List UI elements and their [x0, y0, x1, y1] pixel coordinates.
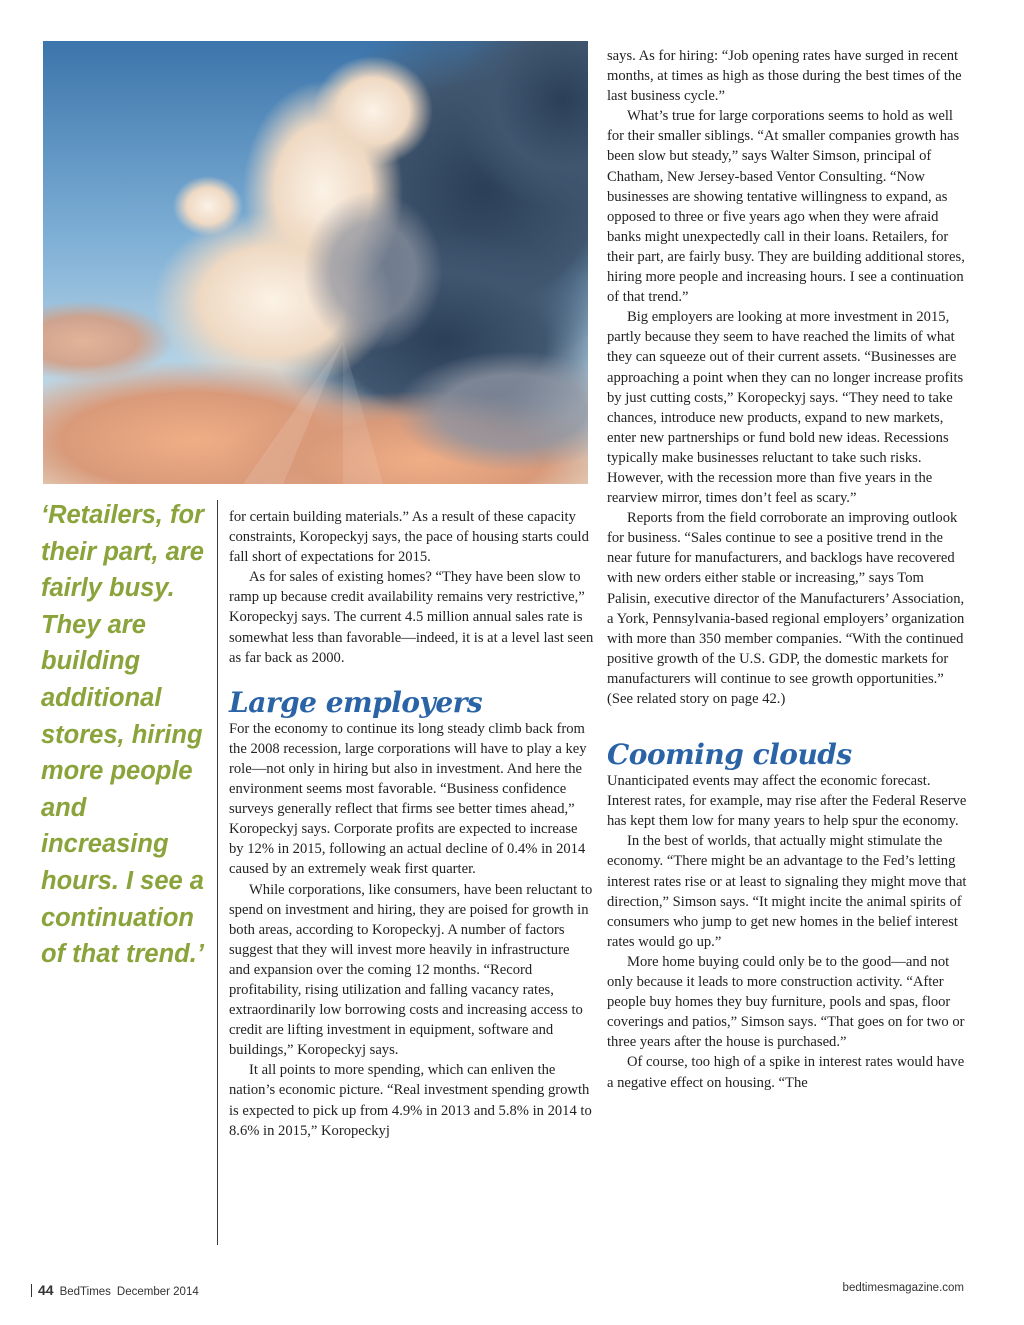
- paragraph: It all points to more spending, which can enliven the nation’s economic picture. “Real investment spending growth is expected to pick up from 4.9% in 2013 and 5.8% in 2014 to 8.6% in 2015,” Koropeckyj: [229, 1062, 592, 1139]
- folio-bar: [31, 1284, 32, 1297]
- paragraph: In the best of worlds, that actually might stimulate the economy. “There might be an advantage to the Fed’s letting interest rates rise or at least to signaling they might move that direction,” Simson says. “It might incite the animal spirits of consumers who jump to get new homes in the belief interest rates would go up.”: [607, 833, 967, 950]
- column-divider: [217, 500, 218, 1245]
- paragraph: As for sales of existing homes? “They have been slow to ramp up because credit availability remains very restrictive,” Koropeckyj says. The current 4.5 million annual sales rate is somewhat less than favorable—indeed, it is at a level last seen as far back as 2000.: [229, 569, 594, 666]
- publication-name: BedTimes: [59, 1286, 111, 1298]
- section-heading-looming-clouds: Cooming clouds: [607, 738, 852, 772]
- website-url[interactable]: bedtimesmagazine.com: [842, 1282, 964, 1294]
- pull-quote: ‘Retailers, for their part, are fairly busy. They are building additional stores, hiring more people and increasing hours. I see a continuation of that trend.’: [41, 501, 204, 969]
- paragraph: More home buying could only be to the good—and not only because it leads to more construction activity. “After people buy homes they buy furniture, pools and spas, floor coverings and patios,” Simson says. “That goes on for two or three years after the house is purchased.”: [607, 953, 965, 1051]
- section-heading-large-employers: Large employers: [229, 685, 483, 719]
- paragraph: Unanticipated events may affect the economic forecast. Interest rates, for example, may rise after the Federal Reserve has kept them low for many years to help spur the economy.: [607, 773, 967, 830]
- page-number: 44: [38, 1282, 54, 1298]
- issue-date: December 2014: [116, 1286, 199, 1298]
- footer-folio: [31, 1282, 199, 1298]
- paragraph: for certain building materials.” As a result of these capacity constraints, Koropeckyj says, the pace of housing starts could fall short of expectations for 2015.: [229, 509, 589, 566]
- paragraph: For the economy to continue its long steady climb back from the 2008 recession, large corporations will have to play a key role—not only in hiring but also in investment. And here the environment seems most favorable. “Business confidence surveys generally reflect that firms see better times ahead,” Koropeckyj says. Corporate profits are expected to increase by 12% in 2015, following an actual decline of 0.4% in 2014 caused by an extremely weak first quarter.: [229, 720, 587, 878]
- paragraph: Big employers are looking at more investment in 2015, partly because they seem to have reached the limits of what they can squeeze out of their current assets. “Businesses are approaching a point when they can no longer increase profits by just cutting costs,” Koropeckyj says. “They need to take chances, introduce new products, expand to new markets, enter new partnerships or fund bold new ideas. Recessions typically make businesses reluctant to take such risks. However, with the recession more than five years in the rearview mirror, times don’t feel as scary.”: [607, 309, 964, 507]
- article-column-middle: [229, 507, 594, 1141]
- paragraph: Reports from the field corroborate an improving outlook for business. “Sales continue to see a positive trend in the near future for manufacturers, and backlogs have recovered with new orders either stable or increasing,” says Tom Palisin, executive director of the Manufacturers’ Association, a York, Pennsylvania-based regional employers’ organization with more than 350 member companies. “With the continued positive growth of the U.S. GDP, the domestic markets for manufacturers will continue to see growth opportunities.” (See related story on page 42.): [607, 510, 965, 707]
- sky-clouds-photo: [43, 41, 588, 484]
- paragraph: says. As for hiring: “Job opening rates have surged in recent months, at times as high as those during the best times of the last business cycle.”: [607, 48, 962, 105]
- paragraph: What’s true for large corporations seems to hold as well for their smaller siblings. “At smaller companies growth has been slow but steady,” says Walter Simson, principal of Chatham, New Jersey-based Ventor Consulting. “Now businesses are showing tentative willingness to expand, as opposed to three or five years ago when they were afraid banks might unexpectedly call in their loans. Retailers, for their part, are fairly busy. They are building additional stores, hiring more people and increasing hours. I see a continuation of that trend.”: [607, 108, 965, 306]
- article-column-right: [607, 46, 967, 1093]
- paragraph: While corporations, like consumers, have been reluctant to spend on investment and hiring, they are poised for growth in both areas, according to Koropeckyj. A number of factors suggest that they will invest more heavily in infrastructure and expansion over the coming 12 months. “Record profitability, rising utilization and falling vacancy rates, extraordinarily low borrowing costs and increasing access to credit are lifting investment in equipment, software and buildings,” Koropeckyj says.: [229, 881, 593, 1059]
- paragraph: Of course, too high of a spike in interest rates would have a negative effect on housing. “The: [607, 1054, 965, 1091]
